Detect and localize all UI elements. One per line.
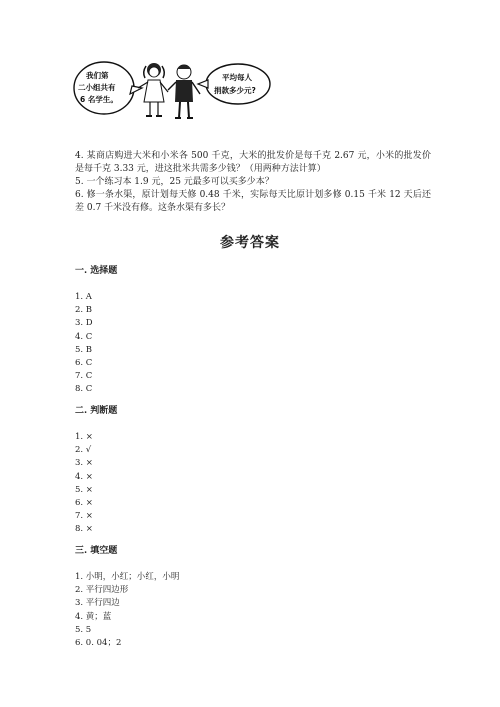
illustration <box>72 58 272 124</box>
right-speech-bubble <box>206 64 270 104</box>
answer-item: 7. × <box>75 511 93 522</box>
problem-5: 5. 一个练习本 1.9 元，25 元最多可以买多少本？ <box>75 177 274 187</box>
answer-item: 8. C <box>75 384 93 395</box>
answer-item: 4. C <box>75 331 93 342</box>
answer-item: 2. 平行四边形 <box>75 585 129 596</box>
answer-item: 7. C <box>75 371 93 382</box>
left-bubble-line-1: 我们第 <box>86 71 109 80</box>
section-fill-in-blank <box>75 543 179 650</box>
answer-item: 3. 平行四边 <box>75 598 120 609</box>
section-heading: 三. 填空题 <box>75 546 118 556</box>
answer-item: 1. 小明，小红；小红，小明 <box>75 572 180 582</box>
problem-4: 4. 某商店购进大米和小米各 500 千克，大米的批发价是每千克 2.67 元，小米的批发价是每千克 3.33 元，进这批米共需多少钱？（用两种方法计算） <box>75 151 431 174</box>
right-bubble-line-1: 平均每人 <box>222 73 252 82</box>
problem-6: 6. 修一条水渠，原计划每天修 0.48 千米，实际每天比原计划多修 0.15 千米 12 天后还差 0.7 千米没有修。这条水渠有多长？ <box>75 190 431 213</box>
answer-item: 2. B <box>75 305 93 316</box>
section-multiple-choice <box>75 263 117 397</box>
girl-figure <box>138 63 168 116</box>
answer-item: 3. D <box>75 318 93 329</box>
answer-item: 5. 5 <box>75 624 92 635</box>
children-illustration <box>72 58 272 124</box>
section-true-false <box>75 403 117 537</box>
section-heading: 一. 选择题 <box>75 266 118 276</box>
answer-item: 6. × <box>75 498 93 509</box>
answer-item: 5. × <box>75 484 93 495</box>
left-bubble-line-3: 6 名学生。 <box>80 95 118 104</box>
answer-item: 1. A <box>75 292 92 302</box>
answer-item: 1. × <box>75 432 93 442</box>
answer-item: 2. √ <box>75 445 92 456</box>
problems-block <box>75 150 431 215</box>
answer-item: 4. 黄；蓝 <box>75 611 112 622</box>
answer-item: 4. × <box>75 471 93 482</box>
section-heading: 二. 判断题 <box>75 406 118 416</box>
answer-item: 6. C <box>75 358 93 369</box>
answer-item: 8. × <box>75 524 93 535</box>
answer-item: 6. 0. 04；2 <box>75 638 122 649</box>
boy-figure <box>168 65 200 118</box>
answer-key-title: 参考答案 <box>220 235 280 251</box>
right-bubble-line-2: 捐款多少元? <box>214 86 256 95</box>
answer-item: 3. × <box>75 458 93 469</box>
left-bubble-line-2: 二小组共有 <box>78 83 116 92</box>
answer-item: 5. B <box>75 344 93 355</box>
